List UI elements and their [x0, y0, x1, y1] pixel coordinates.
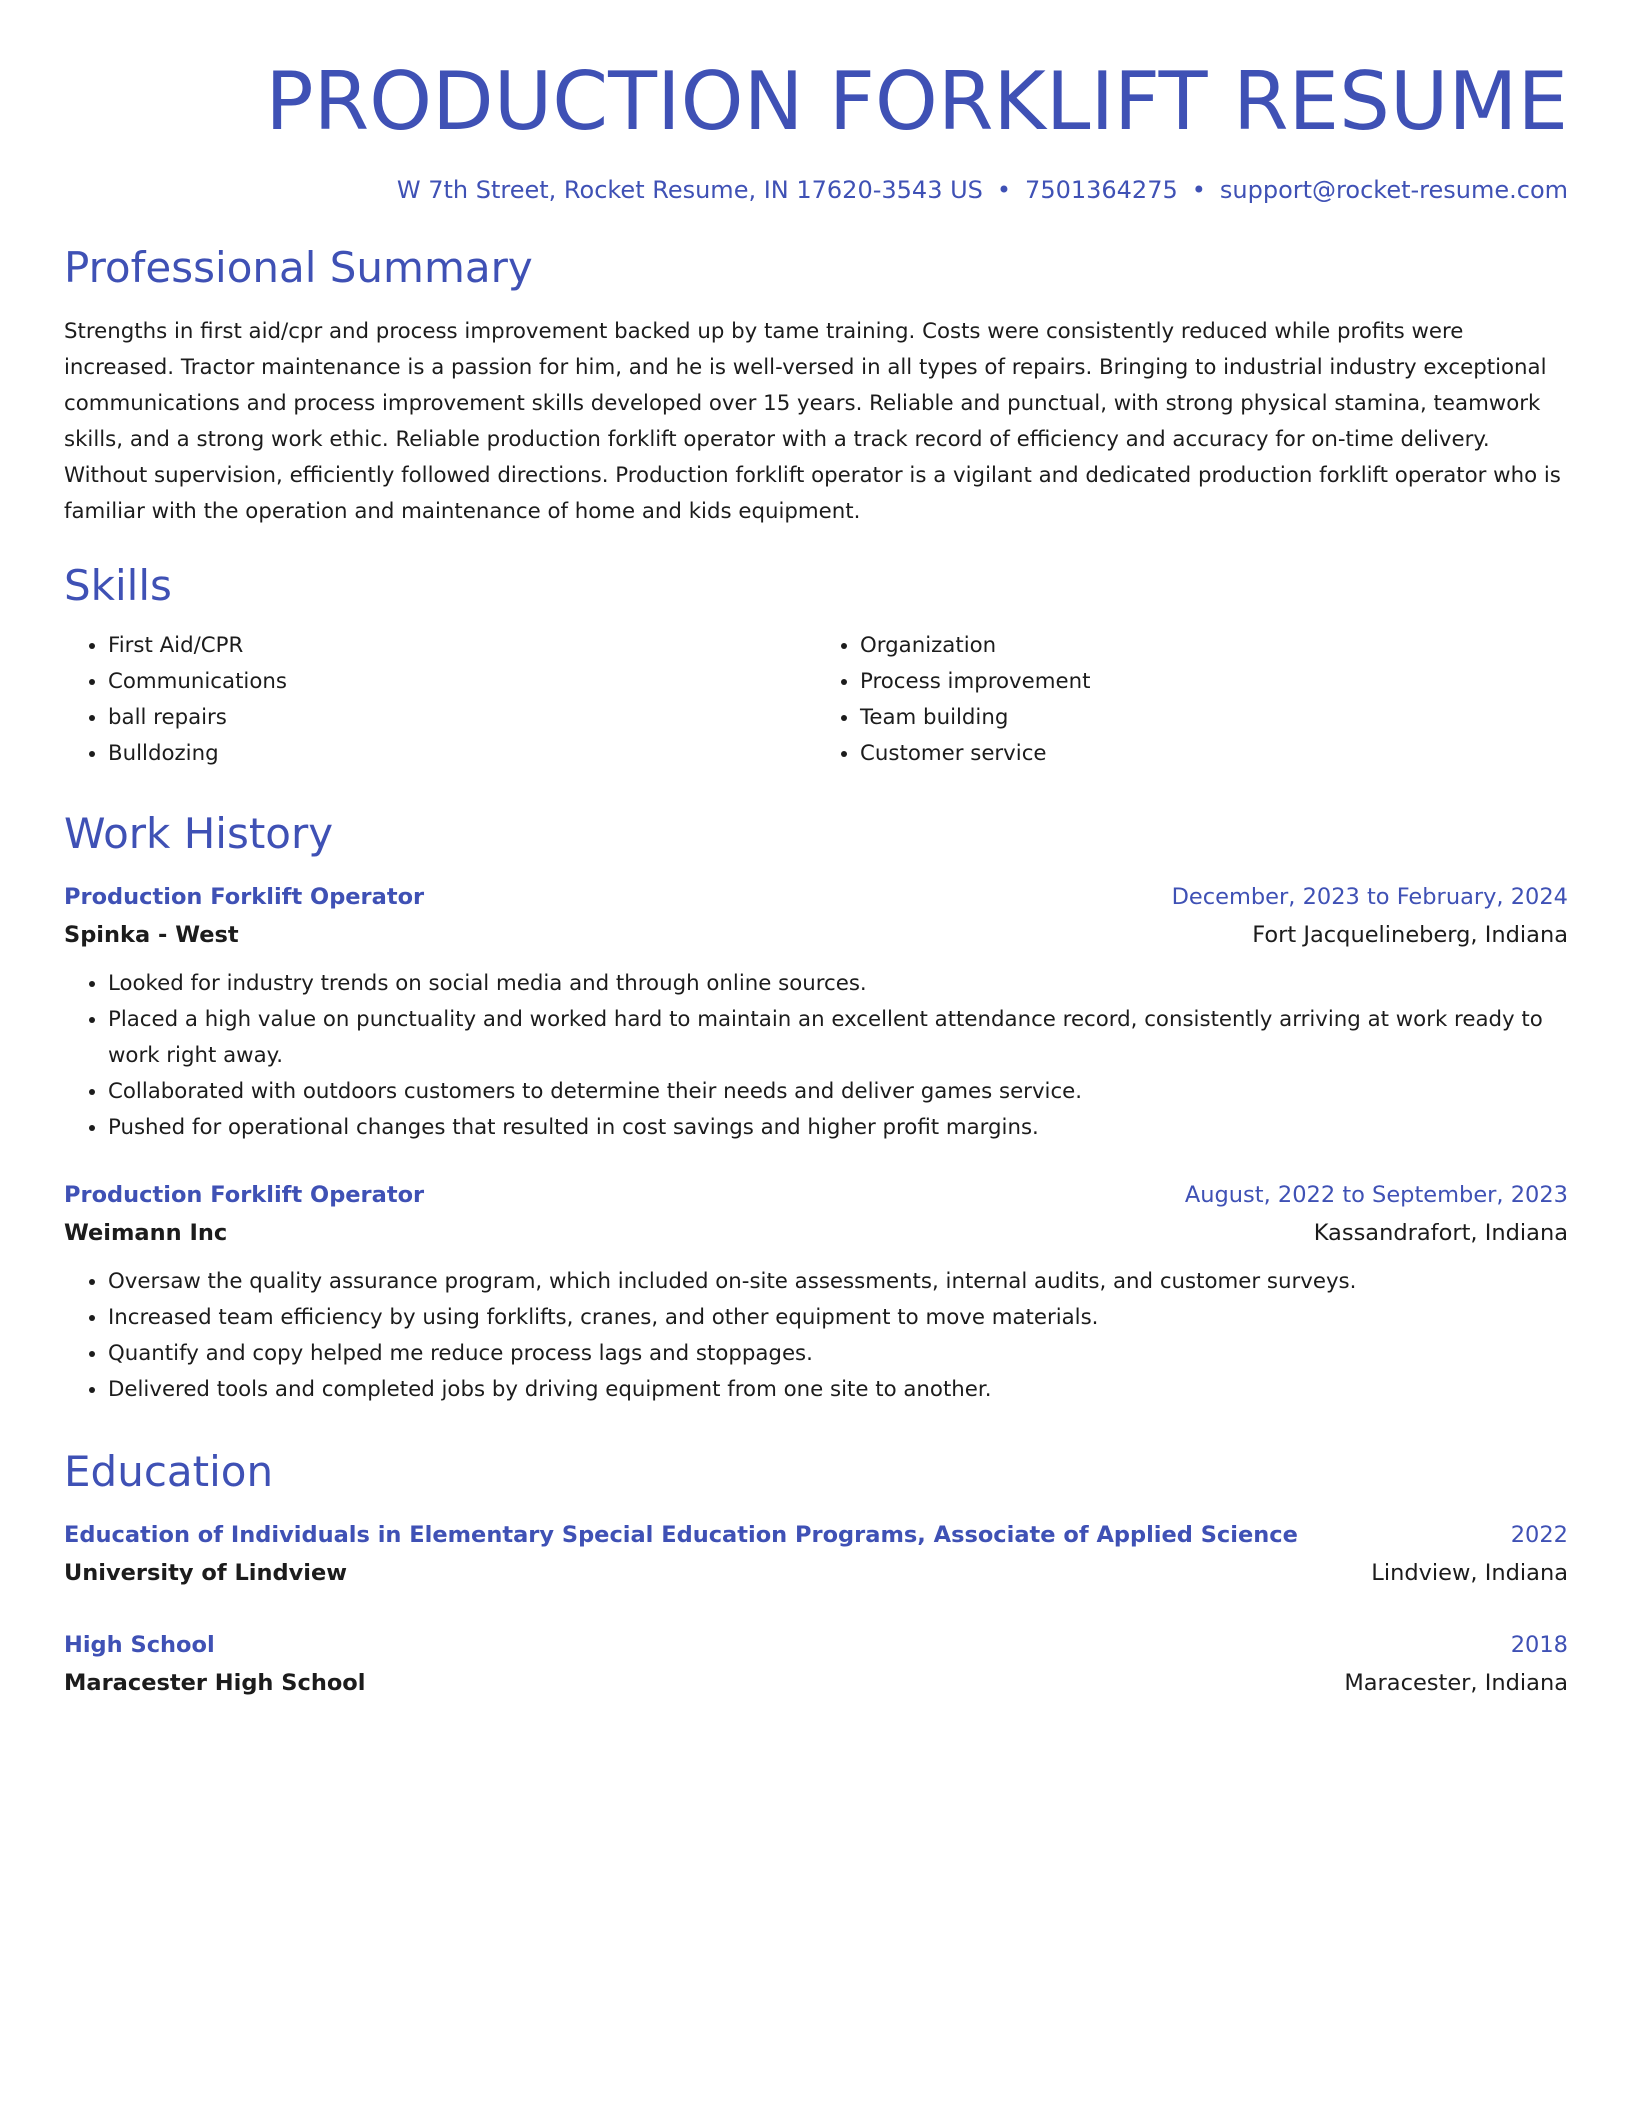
school-name: University of Lindview: [64, 1560, 348, 1586]
skills-list: [64, 628, 1568, 772]
skill-item: • Process improvement: [860, 664, 1568, 700]
duty-item: • Delivered tools and completed jobs by driving equipment from one site to another.: [108, 1372, 1568, 1408]
contact-separator: •: [996, 176, 1012, 204]
summary-heading: Professional Summary: [64, 243, 533, 292]
duty-item: • Looked for industry trends on social media and through online sources.: [108, 966, 1568, 1002]
job-duties: [64, 966, 1568, 1146]
contact-info: [64, 174, 1568, 206]
skill-item: • Team building: [860, 700, 1568, 736]
duty-item: • Oversaw the quality assurance program, which included on-site assessments, internal audits, and customer surveys.: [108, 1264, 1568, 1300]
skills-heading: Skills: [64, 561, 172, 610]
job-title-row: [64, 1176, 1568, 1214]
school-row: [64, 1664, 1568, 1702]
school-name: Maracester High School: [64, 1670, 366, 1696]
job-dates: December, 2023 to February, 2024: [1171, 884, 1568, 910]
job-title-row: [64, 878, 1568, 916]
company-name: Weimann Inc: [64, 1220, 228, 1246]
degree-row: [64, 1626, 1568, 1664]
skills-column-left: [64, 628, 816, 772]
duty-item: • Increased team efficiency by using forklifts, cranes, and other equipment to move materials.: [108, 1300, 1568, 1336]
job-dates: August, 2022 to September, 2023: [1184, 1182, 1568, 1208]
education-entry: [64, 1516, 1568, 1592]
education-heading: Education: [64, 1447, 274, 1496]
skill-item: • Bulldozing: [108, 736, 816, 772]
skill-item: • Organization: [860, 628, 1568, 664]
duty-item: • Placed a high value on punctuality and worked hard to maintain an excellent attendance record, consistently arriving at work ready to work right away.: [108, 1002, 1568, 1074]
email-address: support@rocket-resume.com: [1219, 176, 1568, 204]
skills-column-right: [816, 628, 1568, 772]
skill-item: • First Aid/CPR: [108, 628, 816, 664]
company-name: Spinka - West: [64, 922, 239, 948]
school-location: Lindview, Indiana: [1371, 1560, 1568, 1586]
job-company-row: [64, 1214, 1568, 1252]
skill-item: • Communications: [108, 664, 816, 700]
degree-title: Education of Individuals in Elementary Special Education Programs, Associate of Applied Science: [64, 1522, 1298, 1548]
work-history-heading: Work History: [64, 809, 334, 858]
graduation-year: 2022: [1510, 1522, 1568, 1548]
resume-page: [64, 0, 1568, 1702]
job-entry: [64, 1176, 1568, 1408]
duty-item: • Quantify and copy helped me reduce process lags and stoppages.: [108, 1336, 1568, 1372]
resume-title: PRODUCTION FORKLIFT RESUME: [265, 55, 1568, 148]
contact-separator: •: [1191, 176, 1206, 204]
address: W 7th Street, Rocket Resume, IN 17620-3543 US: [396, 176, 983, 204]
graduation-year: 2018: [1510, 1632, 1568, 1658]
duty-item: • Collaborated with outdoors customers to determine their needs and deliver games service.: [108, 1074, 1568, 1110]
education-entry: [64, 1626, 1568, 1702]
job-location: Fort Jacquelineberg, Indiana: [1252, 922, 1568, 948]
skill-item: • Customer service: [860, 736, 1568, 772]
degree-row: [64, 1516, 1568, 1554]
job-duties: [64, 1264, 1568, 1408]
summary-text: Strengths in first aid/cpr and process improvement backed up by tame training. Costs were consistently reduced while profits were increased. Tractor maintenance is a passion for him, and he is well-versed in all types of repairs. Bringing to industrial industry exceptional communications and process improvement skills developed over 15 years. Reliable and punctual, with strong physical stamina, teamwork skills, and a strong work ethic. Reliable production forklift operator with a track record of efficiency and accuracy for on-time delivery. Without supervision, efficiently followed directions. Production forklift operator is a vigilant and dedicated production forklift operator who is familiar with the operation and maintenance of home and kids equipment.: [64, 319, 1561, 524]
job-company-row: [64, 916, 1568, 954]
job-location: Kassandrafort, Indiana: [1313, 1220, 1568, 1246]
job-title: Production Forklift Operator: [64, 884, 425, 910]
school-location: Maracester, Indiana: [1344, 1670, 1568, 1696]
skill-item: • ball repairs: [108, 700, 816, 736]
degree-title: High School: [64, 1632, 215, 1658]
job-title: Production Forklift Operator: [64, 1182, 425, 1208]
phone-number: 7501364275: [1025, 176, 1178, 204]
job-entry: [64, 878, 1568, 1146]
duty-item: • Pushed for operational changes that resulted in cost savings and higher profit margins.: [108, 1110, 1568, 1146]
school-row: [64, 1554, 1568, 1592]
